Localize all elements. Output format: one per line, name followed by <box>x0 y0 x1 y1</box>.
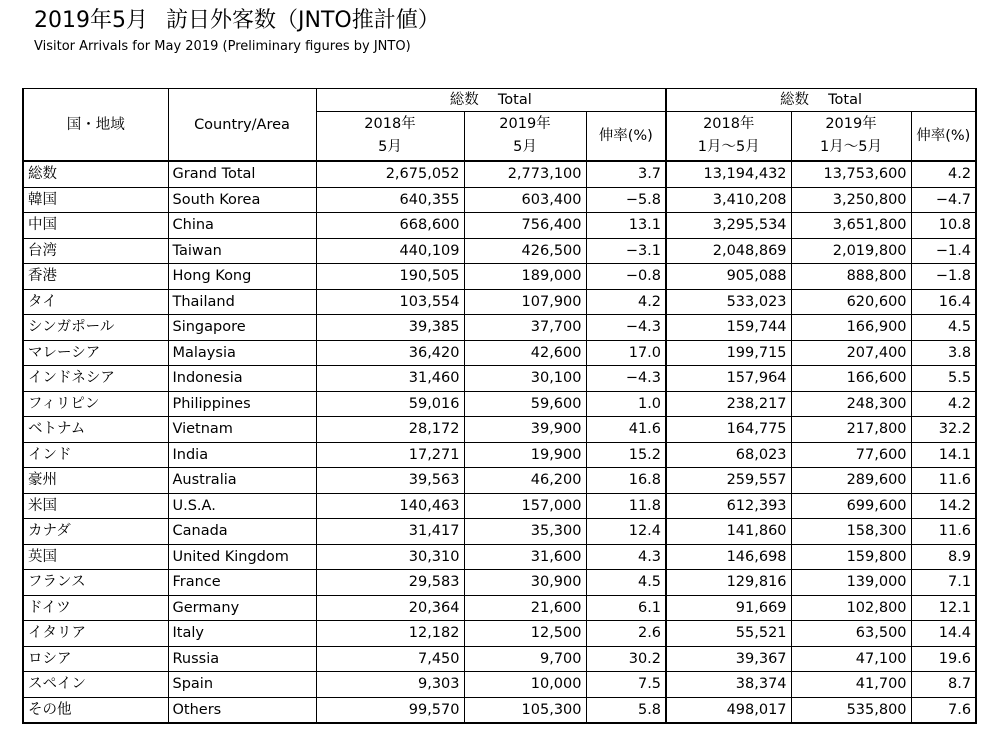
cell-rate-month: 11.8 <box>586 493 666 519</box>
cell-rate-month: 41.6 <box>586 417 666 443</box>
cell-region-en: India <box>168 442 316 468</box>
cell-rate-month: 15.2 <box>586 442 666 468</box>
cell-2018-month: 190,505 <box>316 264 464 290</box>
cell-2019-ytd: 102,800 <box>791 595 911 621</box>
cell-2019-ytd: 47,100 <box>791 646 911 672</box>
cell-rate-month: −0.8 <box>586 264 666 290</box>
cell-2018-ytd: 39,367 <box>666 646 791 672</box>
cell-rate-ytd: 19.6 <box>911 646 976 672</box>
cell-2018-ytd: 3,295,534 <box>666 213 791 239</box>
cell-region-jp: インド <box>23 442 168 468</box>
cell-2018-month: 31,460 <box>316 366 464 392</box>
cell-region-en: Singapore <box>168 315 316 341</box>
cell-region-jp: インドネシア <box>23 366 168 392</box>
cell-rate-ytd: 3.8 <box>911 340 976 366</box>
cell-rate-ytd: 14.1 <box>911 442 976 468</box>
cell-region-jp: 英国 <box>23 544 168 570</box>
cell-region-en: Spain <box>168 672 316 698</box>
cell-2019-month: 12,500 <box>464 621 586 647</box>
cell-rate-ytd: 14.2 <box>911 493 976 519</box>
cell-2018-ytd: 164,775 <box>666 417 791 443</box>
title-subject: 訪日外客数（JNTO推計値） <box>166 8 440 33</box>
cell-region-en: China <box>168 213 316 239</box>
cell-2018-month: 31,417 <box>316 519 464 545</box>
cell-rate-month: −4.3 <box>586 315 666 341</box>
table-row <box>23 315 976 341</box>
cell-2019-ytd: 207,400 <box>791 340 911 366</box>
cell-region-jp: カナダ <box>23 519 168 545</box>
cell-2018-month: 29,583 <box>316 570 464 596</box>
cell-2018-month: 59,016 <box>316 391 464 417</box>
cell-rate-month: −5.8 <box>586 187 666 213</box>
cell-2018-month: 640,355 <box>316 187 464 213</box>
cell-rate-ytd: 32.2 <box>911 417 976 443</box>
table-row <box>23 519 976 545</box>
title-period: 2019年5月 <box>34 8 148 33</box>
cell-rate-month: 2.6 <box>586 621 666 647</box>
cell-region-en: Grand Total <box>168 161 316 187</box>
cell-2018-month: 30,310 <box>316 544 464 570</box>
cell-region-en: Italy <box>168 621 316 647</box>
cell-region-en: United Kingdom <box>168 544 316 570</box>
cell-2019-ytd: 166,600 <box>791 366 911 392</box>
cell-region-jp: タイ <box>23 289 168 315</box>
cell-rate-ytd: 11.6 <box>911 468 976 494</box>
cell-2018-ytd: 157,964 <box>666 366 791 392</box>
cell-2019-month: 105,300 <box>464 697 586 723</box>
table-row <box>23 697 976 723</box>
cell-2019-ytd: 217,800 <box>791 417 911 443</box>
cell-2019-month: 37,700 <box>464 315 586 341</box>
table-row <box>23 238 976 264</box>
cell-2018-ytd: 238,217 <box>666 391 791 417</box>
cell-2019-month: 189,000 <box>464 264 586 290</box>
table-row <box>23 468 976 494</box>
cell-2018-month: 39,563 <box>316 468 464 494</box>
cell-2018-ytd: 612,393 <box>666 493 791 519</box>
cell-2018-ytd: 3,410,208 <box>666 187 791 213</box>
cell-region-jp: その他 <box>23 697 168 723</box>
cell-region-en: U.S.A. <box>168 493 316 519</box>
cell-rate-ytd: −4.7 <box>911 187 976 213</box>
cell-region-en: South Korea <box>168 187 316 213</box>
cell-rate-month: 30.2 <box>586 646 666 672</box>
cell-2019-month: 157,000 <box>464 493 586 519</box>
cell-region-jp: イタリア <box>23 621 168 647</box>
cell-region-jp: 米国 <box>23 493 168 519</box>
header-2018-ytd: 2018年 1月～5月 <box>666 112 791 162</box>
cell-2018-month: 36,420 <box>316 340 464 366</box>
cell-2018-ytd: 159,744 <box>666 315 791 341</box>
cell-2019-ytd: 139,000 <box>791 570 911 596</box>
cell-region-en: Malaysia <box>168 340 316 366</box>
table-row <box>23 161 976 187</box>
cell-2018-ytd: 55,521 <box>666 621 791 647</box>
visitor-arrivals-table <box>22 88 977 724</box>
cell-2018-ytd: 146,698 <box>666 544 791 570</box>
cell-2018-month: 39,385 <box>316 315 464 341</box>
cell-region-en: Germany <box>168 595 316 621</box>
cell-2019-ytd: 248,300 <box>791 391 911 417</box>
table-row <box>23 442 976 468</box>
cell-2018-month: 668,600 <box>316 213 464 239</box>
cell-2018-ytd: 498,017 <box>666 697 791 723</box>
header-region-jp: 国・地域 <box>23 89 168 162</box>
cell-2019-ytd: 13,753,600 <box>791 161 911 187</box>
cell-2018-ytd: 68,023 <box>666 442 791 468</box>
cell-2018-ytd: 38,374 <box>666 672 791 698</box>
cell-rate-ytd: 4.2 <box>911 391 976 417</box>
cell-rate-ytd: 4.5 <box>911 315 976 341</box>
cell-rate-month: 13.1 <box>586 213 666 239</box>
table-row <box>23 340 976 366</box>
cell-region-jp: フランス <box>23 570 168 596</box>
cell-rate-ytd: 8.7 <box>911 672 976 698</box>
cell-region-en: France <box>168 570 316 596</box>
cell-2019-ytd: 166,900 <box>791 315 911 341</box>
cell-2018-month: 140,463 <box>316 493 464 519</box>
table-row <box>23 264 976 290</box>
cell-2019-month: 9,700 <box>464 646 586 672</box>
cell-2019-ytd: 41,700 <box>791 672 911 698</box>
table-row <box>23 187 976 213</box>
cell-rate-month: 3.7 <box>586 161 666 187</box>
cell-region-en: Philippines <box>168 391 316 417</box>
cell-region-jp: シンガポール <box>23 315 168 341</box>
cell-2018-ytd: 91,669 <box>666 595 791 621</box>
table-row <box>23 391 976 417</box>
cell-2019-ytd: 620,600 <box>791 289 911 315</box>
cell-2018-ytd: 533,023 <box>666 289 791 315</box>
cell-rate-month: 17.0 <box>586 340 666 366</box>
cell-region-en: Indonesia <box>168 366 316 392</box>
cell-2019-month: 21,600 <box>464 595 586 621</box>
cell-2018-ytd: 905,088 <box>666 264 791 290</box>
cell-2019-month: 30,100 <box>464 366 586 392</box>
table-row <box>23 595 976 621</box>
cell-2019-month: 59,600 <box>464 391 586 417</box>
cell-2018-month: 99,570 <box>316 697 464 723</box>
cell-2019-ytd: 2,019,800 <box>791 238 911 264</box>
cell-2019-month: 756,400 <box>464 213 586 239</box>
cell-2019-ytd: 77,600 <box>791 442 911 468</box>
cell-2018-ytd: 259,557 <box>666 468 791 494</box>
cell-rate-month: 4.5 <box>586 570 666 596</box>
cell-rate-ytd: 4.2 <box>911 161 976 187</box>
cell-rate-month: 1.0 <box>586 391 666 417</box>
table-body <box>23 161 976 723</box>
header-2019-month: 2019年 5月 <box>464 112 586 162</box>
cell-region-jp: ロシア <box>23 646 168 672</box>
cell-region-jp: 総数 <box>23 161 168 187</box>
cell-region-jp: 中国 <box>23 213 168 239</box>
cell-rate-month: −3.1 <box>586 238 666 264</box>
cell-rate-month: 5.8 <box>586 697 666 723</box>
cell-2018-month: 7,450 <box>316 646 464 672</box>
header-2018-month: 2018年 5月 <box>316 112 464 162</box>
cell-2019-month: 39,900 <box>464 417 586 443</box>
table-row <box>23 570 976 596</box>
cell-region-jp: ベトナム <box>23 417 168 443</box>
header-group-ytd: 総数 Total <box>666 89 976 112</box>
cell-2019-month: 2,773,100 <box>464 161 586 187</box>
table-row <box>23 289 976 315</box>
cell-2018-ytd: 2,048,869 <box>666 238 791 264</box>
table-row <box>23 621 976 647</box>
cell-region-en: Others <box>168 697 316 723</box>
cell-2018-ytd: 129,816 <box>666 570 791 596</box>
header-region-en: Country/Area <box>168 89 316 162</box>
cell-region-jp: 香港 <box>23 264 168 290</box>
cell-rate-ytd: 11.6 <box>911 519 976 545</box>
cell-rate-month: 12.4 <box>586 519 666 545</box>
cell-2018-ytd: 141,860 <box>666 519 791 545</box>
table-row <box>23 366 976 392</box>
cell-2018-month: 12,182 <box>316 621 464 647</box>
table-row <box>23 672 976 698</box>
table-row <box>23 493 976 519</box>
cell-rate-month: 7.5 <box>586 672 666 698</box>
cell-region-en: Hong Kong <box>168 264 316 290</box>
cell-2019-ytd: 535,800 <box>791 697 911 723</box>
cell-rate-month: 4.2 <box>586 289 666 315</box>
cell-rate-ytd: 7.6 <box>911 697 976 723</box>
cell-2018-month: 17,271 <box>316 442 464 468</box>
cell-region-en: Taiwan <box>168 238 316 264</box>
cell-2019-ytd: 699,600 <box>791 493 911 519</box>
cell-region-en: Canada <box>168 519 316 545</box>
cell-rate-ytd: 8.9 <box>911 544 976 570</box>
page-subtitle: Visitor Arrivals for May 2019 (Preliminary figures by JNTO) <box>34 39 411 54</box>
cell-rate-ytd: 16.4 <box>911 289 976 315</box>
table-row <box>23 646 976 672</box>
cell-2019-month: 31,600 <box>464 544 586 570</box>
cell-rate-month: 4.3 <box>586 544 666 570</box>
cell-rate-ytd: 14.4 <box>911 621 976 647</box>
cell-region-en: Russia <box>168 646 316 672</box>
cell-2018-month: 20,364 <box>316 595 464 621</box>
cell-2019-month: 107,900 <box>464 289 586 315</box>
table-row <box>23 213 976 239</box>
cell-2018-ytd: 199,715 <box>666 340 791 366</box>
cell-2019-ytd: 3,250,800 <box>791 187 911 213</box>
cell-2019-ytd: 3,651,800 <box>791 213 911 239</box>
table-row <box>23 417 976 443</box>
cell-2018-month: 28,172 <box>316 417 464 443</box>
cell-rate-month: 6.1 <box>586 595 666 621</box>
cell-2019-month: 426,500 <box>464 238 586 264</box>
cell-2019-month: 30,900 <box>464 570 586 596</box>
cell-region-jp: 台湾 <box>23 238 168 264</box>
cell-region-en: Thailand <box>168 289 316 315</box>
table-row <box>23 544 976 570</box>
cell-rate-ytd: 5.5 <box>911 366 976 392</box>
cell-2019-month: 603,400 <box>464 187 586 213</box>
cell-2018-month: 2,675,052 <box>316 161 464 187</box>
cell-rate-ytd: −1.4 <box>911 238 976 264</box>
cell-2018-month: 440,109 <box>316 238 464 264</box>
cell-2019-ytd: 888,800 <box>791 264 911 290</box>
cell-region-jp: マレーシア <box>23 340 168 366</box>
cell-2018-month: 103,554 <box>316 289 464 315</box>
cell-2019-month: 35,300 <box>464 519 586 545</box>
cell-rate-ytd: 7.1 <box>911 570 976 596</box>
cell-2019-ytd: 63,500 <box>791 621 911 647</box>
cell-rate-month: −4.3 <box>586 366 666 392</box>
cell-2019-ytd: 158,300 <box>791 519 911 545</box>
cell-region-jp: 豪州 <box>23 468 168 494</box>
cell-2019-month: 19,900 <box>464 442 586 468</box>
cell-2018-ytd: 13,194,432 <box>666 161 791 187</box>
cell-2019-month: 10,000 <box>464 672 586 698</box>
header-2019-ytd: 2019年 1月～5月 <box>791 112 911 162</box>
cell-rate-month: 16.8 <box>586 468 666 494</box>
cell-2019-month: 46,200 <box>464 468 586 494</box>
header-rate-ytd: 伸率(%) <box>911 112 976 162</box>
page-title <box>34 6 458 36</box>
cell-region-jp: フィリピン <box>23 391 168 417</box>
cell-rate-ytd: 12.1 <box>911 595 976 621</box>
cell-2019-month: 42,600 <box>464 340 586 366</box>
cell-2019-ytd: 289,600 <box>791 468 911 494</box>
cell-region-jp: 韓国 <box>23 187 168 213</box>
header-group-month: 総数 Total <box>316 89 666 112</box>
cell-rate-ytd: −1.8 <box>911 264 976 290</box>
cell-rate-ytd: 10.8 <box>911 213 976 239</box>
cell-2018-month: 9,303 <box>316 672 464 698</box>
cell-region-jp: スペイン <box>23 672 168 698</box>
cell-2019-ytd: 159,800 <box>791 544 911 570</box>
cell-region-jp: ドイツ <box>23 595 168 621</box>
cell-region-en: Vietnam <box>168 417 316 443</box>
header-rate-month: 伸率(%) <box>586 112 666 162</box>
cell-region-en: Australia <box>168 468 316 494</box>
